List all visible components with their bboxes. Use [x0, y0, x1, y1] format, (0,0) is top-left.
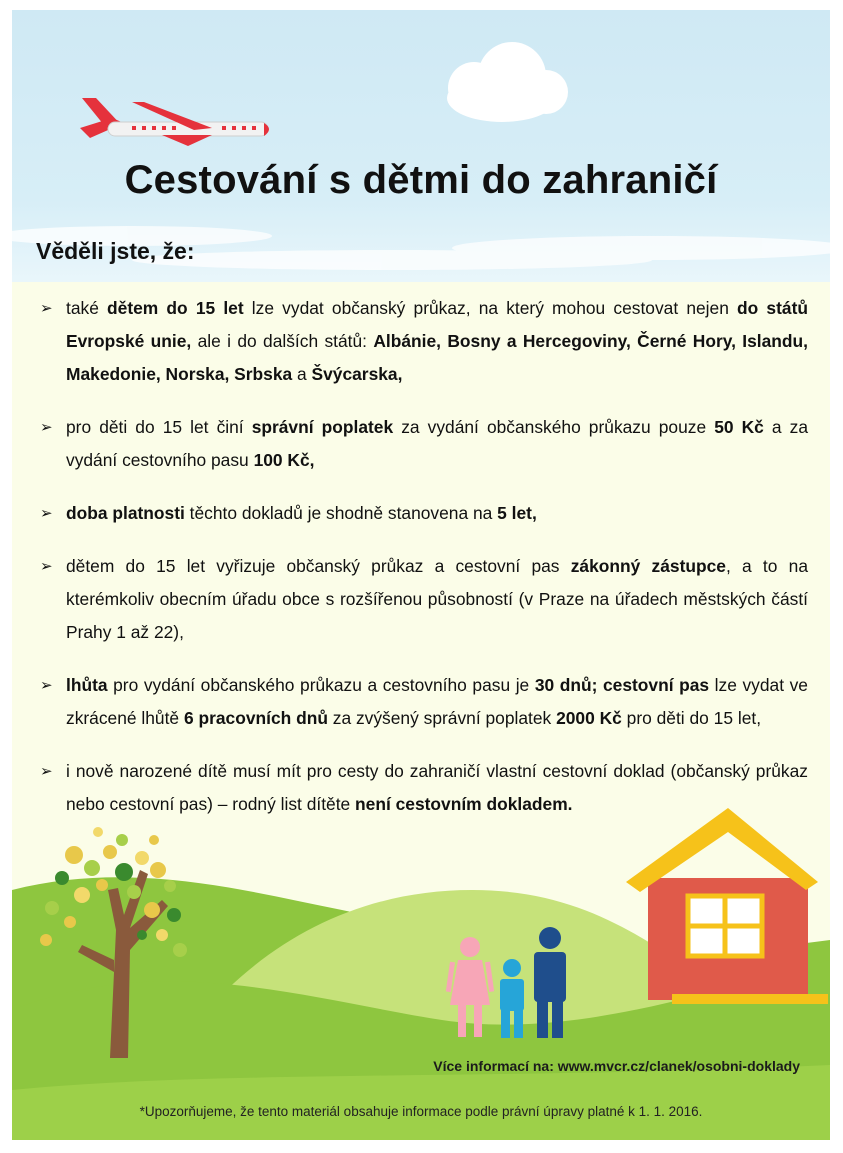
emphasis-text: není cestovním dokladem.	[355, 794, 573, 814]
emphasis-text: správní poplatek	[251, 417, 394, 437]
arrow-bullet-icon: ➢	[40, 419, 53, 436]
emphasis-text: lhůta	[66, 675, 108, 695]
body-text: lze vydat občanský průkaz, na který mohou cestovat nejen	[243, 298, 738, 318]
emphasis-text: 100 Kč,	[253, 450, 315, 470]
list-item	[40, 755, 808, 821]
emphasis-text: do států Evropské unie,	[66, 298, 808, 351]
body-text: lze vydat ve zkrácené lhůtě	[66, 675, 808, 728]
body-text: také	[66, 298, 108, 318]
body-text: a za vydání cestovního pasu	[66, 417, 809, 470]
emphasis-text: dětem do 15 let	[107, 298, 244, 318]
arrow-bullet-icon: ➢	[40, 505, 53, 522]
emphasis-text: 30 dnů; cestovní pas	[534, 675, 710, 695]
emphasis-text: 2000 Kč	[556, 708, 622, 728]
emphasis-text: 50 Kč	[714, 417, 764, 437]
body-text: i nově narozené dítě musí mít pro cesty do zahraničí vlastní cestovní doklad (občanský průkaz nebo cestovní pas) – rodný list dítěte	[66, 761, 808, 814]
emphasis-text: zákonný zástupce	[570, 556, 726, 576]
arrow-bullet-icon: ➢	[40, 763, 53, 780]
arrow-bullet-icon: ➢	[40, 677, 53, 694]
section-subtitle: Věděli jste, že:	[36, 238, 195, 264]
list-item	[40, 497, 808, 530]
emphasis-text: doba platnosti	[66, 503, 185, 523]
arrow-bullet-icon: ➢	[40, 300, 53, 317]
emphasis-text: Švýcarska,	[311, 364, 403, 384]
arrow-bullet-icon: ➢	[40, 558, 53, 575]
list-item	[40, 411, 808, 477]
poster	[12, 10, 830, 1140]
more-info-link[interactable]: Více informací na: www.mvcr.cz/clanek/osobni-doklady	[433, 1058, 800, 1074]
body-text: pro vydání občanského průkazu a cestovního pasu je	[107, 675, 535, 695]
body-text: pro děti do 15 let,	[621, 708, 762, 728]
emphasis-text: 6 pracovních dnů	[183, 708, 328, 728]
body-text: a	[292, 364, 312, 384]
body-text: ale i do dalších států:	[191, 331, 374, 351]
page-title: Cestování s dětmi do zahraničí	[124, 158, 718, 202]
list-item	[40, 550, 808, 649]
body-text: těchto dokladů je shodně stanovena na	[184, 503, 498, 523]
list-item	[40, 669, 808, 735]
emphasis-text: 5 let,	[497, 503, 537, 523]
body-text: za zvýšený správní poplatek	[327, 708, 557, 728]
body-text: pro děti do 15 let činí	[66, 417, 252, 437]
list-item	[40, 292, 808, 391]
body-text: za vydání občanského průkazu pouze	[393, 417, 715, 437]
emphasis-text: Albánie, Bosny a Hercegoviny, Černé Hory, Islandu, Makedonie, Norska, Srbska	[66, 331, 809, 384]
body-text: dětem do 15 let vyřizuje občanský průkaz a cestovní pas	[66, 556, 571, 576]
disclaimer-note: *Upozorňujeme, že tento materiál obsahuje informace podle právní úpravy platné k 1. 1. 2016.	[139, 1104, 703, 1119]
body-text: , a to na kterémkoliv obecním úřadu obce s rozšířenou působností (v Praze na úřadech městských částí Prahy 1 až 22),	[66, 556, 808, 642]
facts-list	[40, 292, 808, 841]
